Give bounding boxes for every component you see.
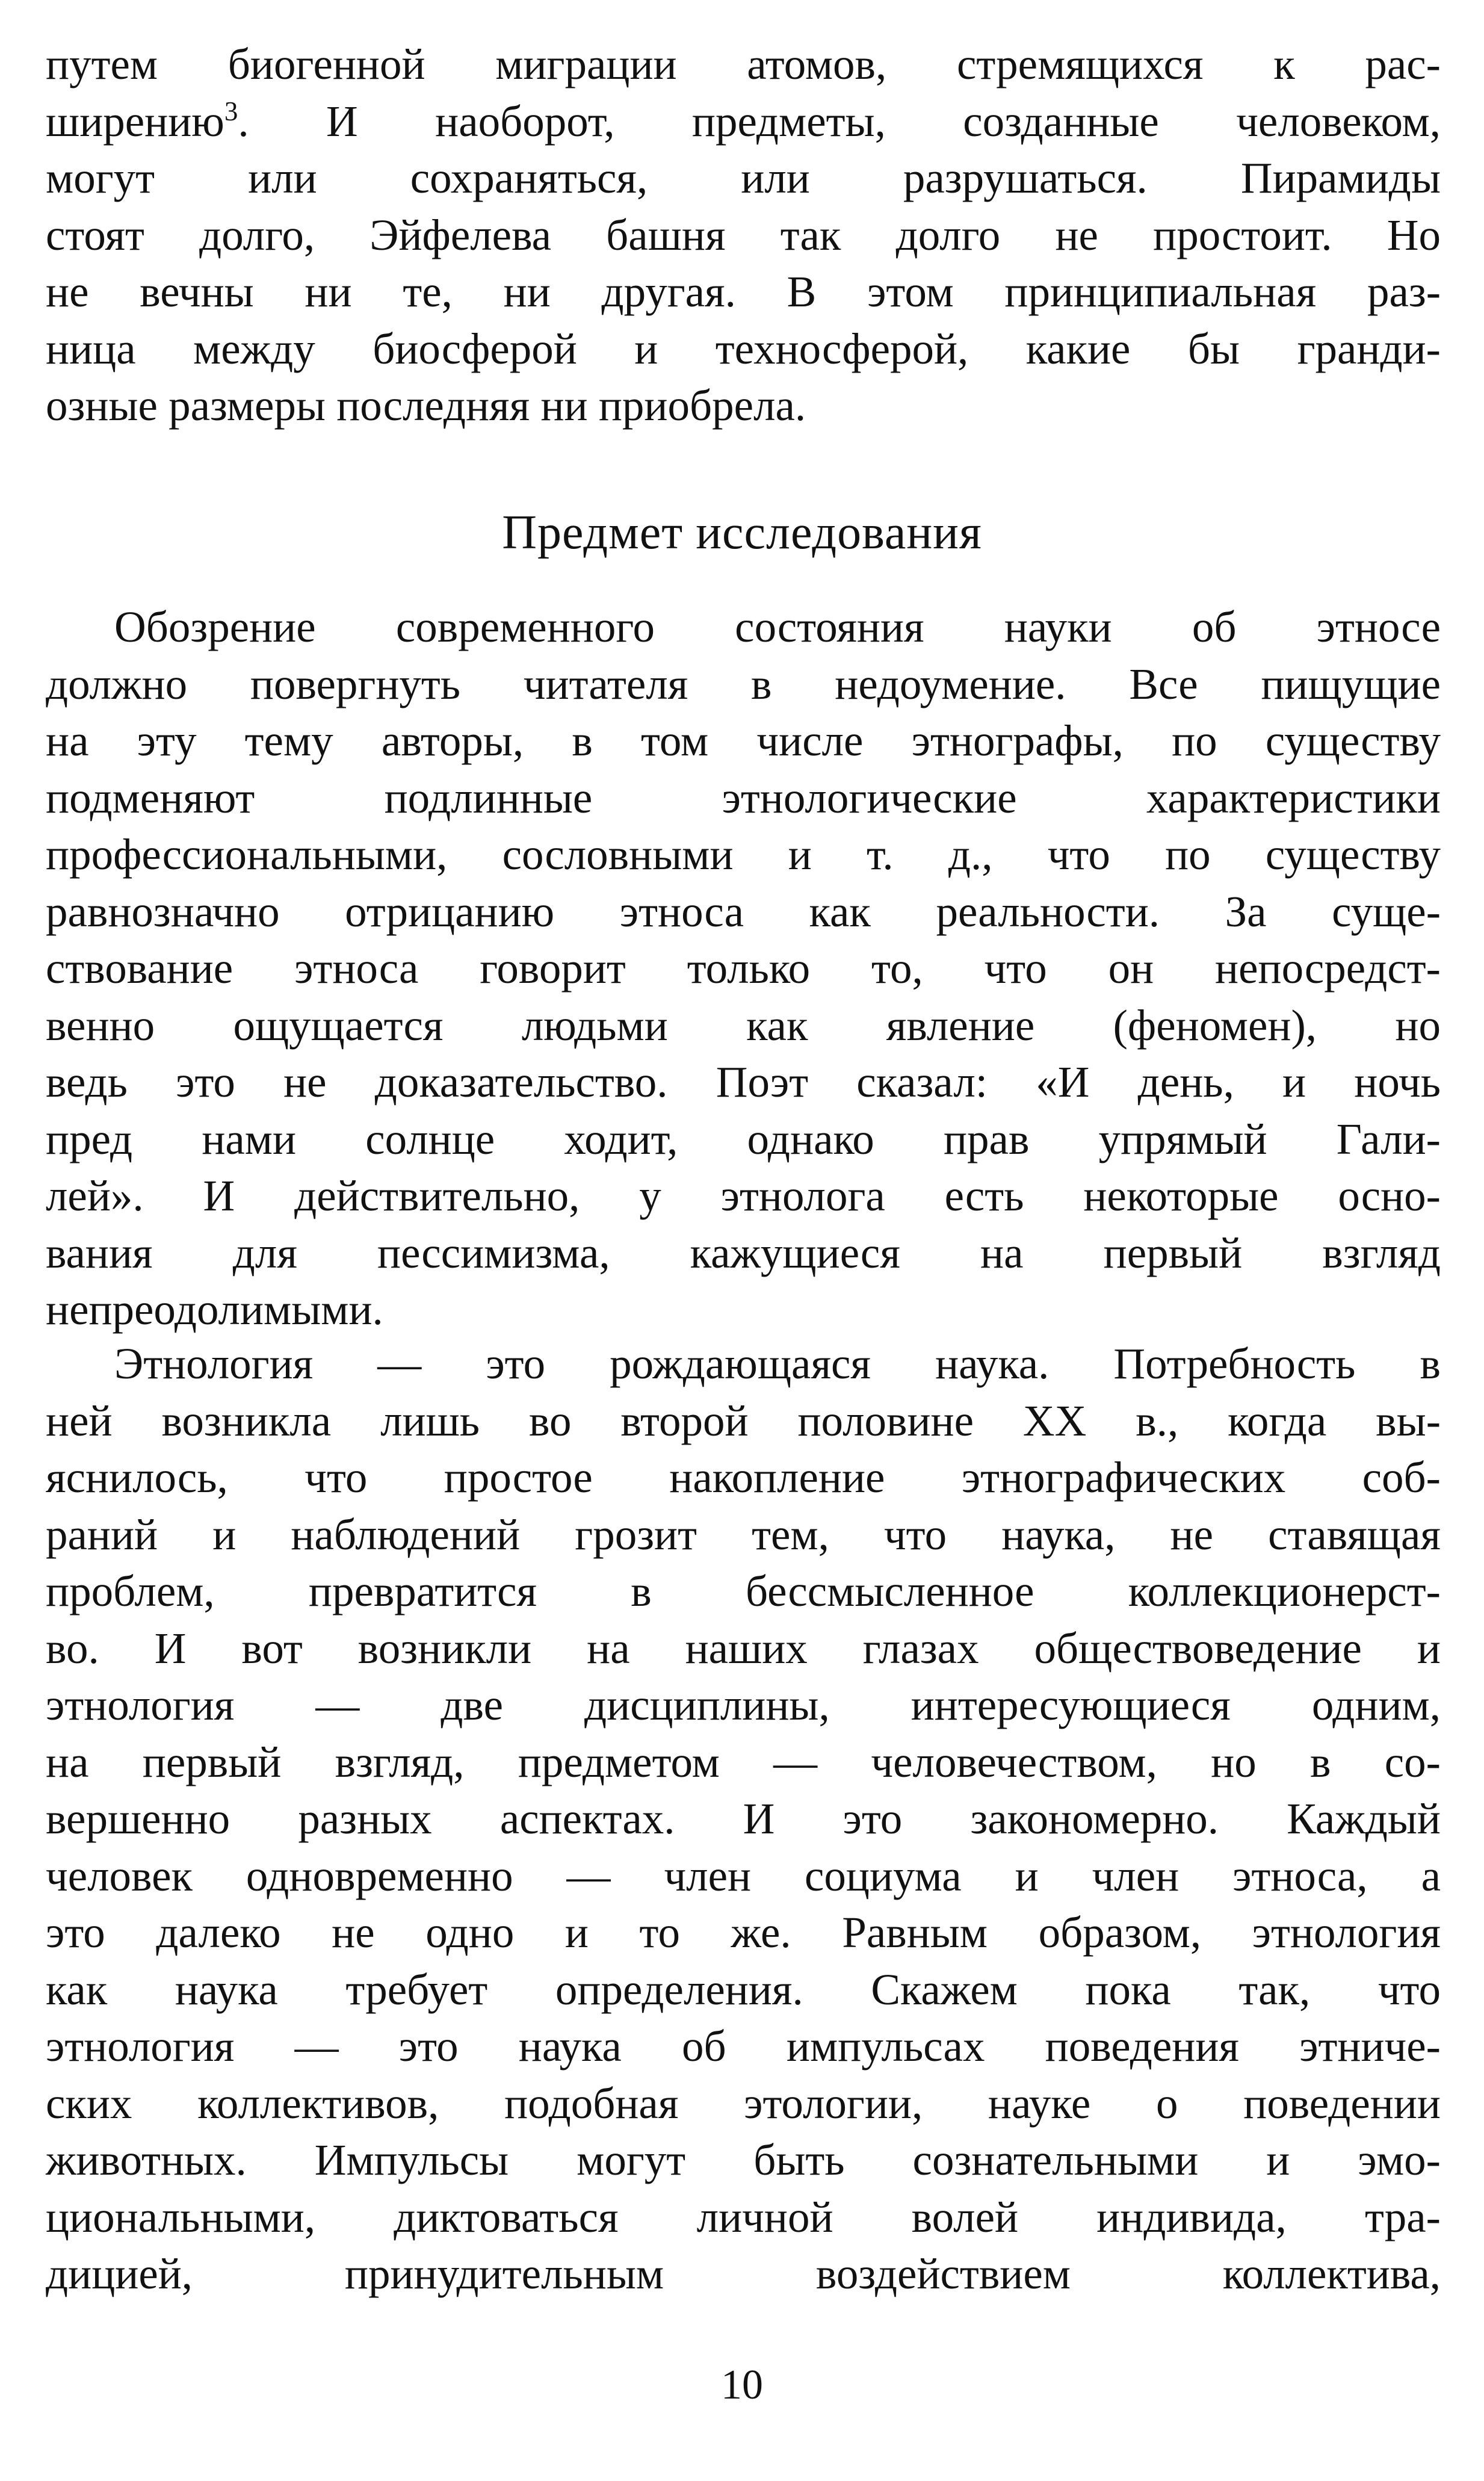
top-paragraph — [46, 36, 1441, 435]
text-line: циональными, диктоваться личной волей индивида, тра- — [46, 2192, 1441, 2241]
text-line: стоят долго, Эйфелева башня так долго не простоит. Но — [46, 210, 1441, 259]
text-line: пред нами солнце ходит, однако прав упрямый Гали- — [46, 1114, 1441, 1163]
text-line: раний и наблюдений грозит тем, что наука, не ставящая — [46, 1510, 1441, 1559]
text-line: ница между биосферой и техносферой, какие бы гранди- — [46, 324, 1441, 373]
text-line: ствование этноса говорит только то, что он непосредст- — [46, 944, 1441, 993]
text-fragment: . И наоборот, предметы, созданные человеком, — [238, 96, 1441, 146]
text-line: на эту тему авторы, в том числе этнографы, по существу — [46, 716, 1441, 765]
text-line: ских коллективов, подобная этологии, науке о поведении — [46, 2078, 1441, 2128]
section-heading: Предмет исследования — [502, 506, 982, 559]
text-fragment: ширению — [46, 96, 224, 146]
text-line: могут или сохраняться, или разрушаться. Пирамиды — [46, 153, 1441, 202]
text-line: Обозрение современного состояния науки об этносе — [114, 602, 1441, 651]
paragraph-1 — [46, 599, 1441, 1339]
text-line: на первый взгляд, предметом — человечеством, но в со- — [46, 1737, 1441, 1786]
text-line: озные размеры последняя ни приобрела. — [46, 381, 806, 430]
text-line: подменяют подлинные этнологические характеристики — [46, 773, 1441, 822]
text-line: яснилось, что простое накопление этнографических соб- — [46, 1453, 1441, 1502]
text-line: человек одновременно — член социума и член этноса, а — [46, 1851, 1441, 1900]
text-line: профессиональными, сословными и т. д., что по существу — [46, 830, 1441, 879]
text-line: во. И вот возникли на наших глазах обществоведение и — [46, 1623, 1441, 1673]
text-line: путем биогенной миграции атомов, стремящихся к рас- — [46, 40, 1441, 88]
text-line: ведь это не доказательство. Поэт сказал: «И день, и ночь — [46, 1058, 1441, 1106]
page-number: 10 — [721, 2362, 763, 2408]
text-line: лей». И действительно, у этнолога есть некоторые осно- — [46, 1171, 1441, 1220]
text-line: должно повергнуть читателя в недоумение. Все пищущие — [46, 659, 1441, 708]
text-line: этнология — две дисциплины, интересующиеся одним, — [46, 1680, 1441, 1729]
paragraph-2 — [46, 1336, 1441, 2303]
text-line: вания для пессимизма, кажущиеся на первый взгляд — [46, 1228, 1441, 1277]
text-line: Этнология — это рождающаяся наука. Потребность в — [114, 1339, 1441, 1388]
text-line: непреодолимыми. — [46, 1285, 383, 1334]
text-line: равнозначно отрицанию этноса как реальности. За суще- — [46, 887, 1441, 936]
text-line: проблем, превратится в бессмысленное коллекционерст- — [46, 1567, 1441, 1615]
text-line: животных. Импульсы могут быть сознательными и эмо- — [46, 2136, 1441, 2184]
text-line: ней возникла лишь во второй половине XX в., когда вы- — [46, 1396, 1441, 1445]
text-line: этнология — это наука об импульсах поведения этниче- — [46, 2022, 1441, 2071]
text-line: венно ощущается людьми как явление (феномен), но — [46, 1000, 1441, 1050]
text-line: это далеко не одно и то же. Равным образом, этнология — [46, 1908, 1441, 1957]
text-line: дицией, принудительным воздействием коллектива, — [46, 2249, 1441, 2298]
text-line-with-footnote — [46, 93, 1441, 150]
text-line: как наука требует определения. Скажем пока так, что — [46, 1965, 1441, 2014]
footnote-reference[interactable]: 3 — [224, 96, 238, 126]
text-line: не вечны ни те, ни другая. В этом принципиальная раз- — [46, 267, 1441, 316]
text-line: вершенно разных аспектах. И это закономерно. Каждый — [46, 1794, 1441, 1843]
